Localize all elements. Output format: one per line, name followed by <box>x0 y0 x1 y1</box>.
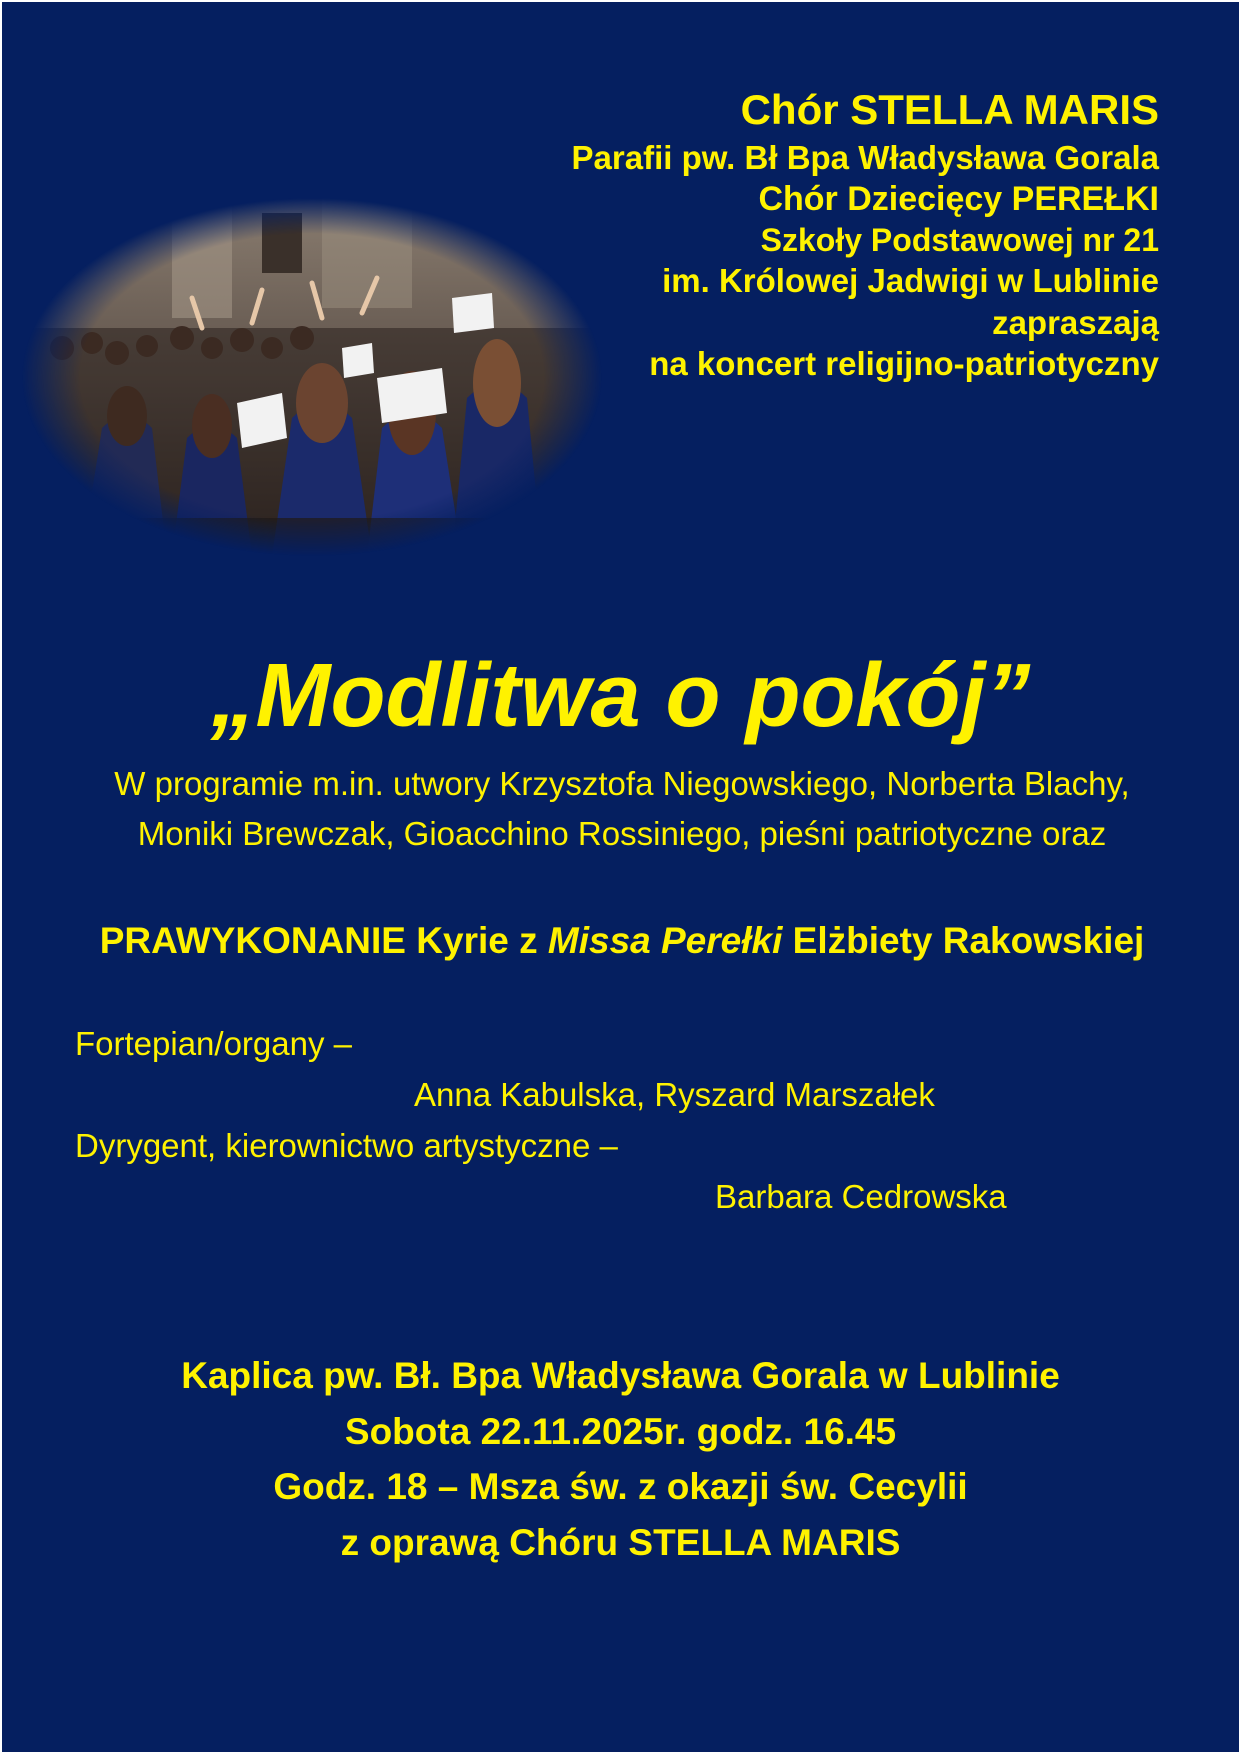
venue-place: Kaplica pw. Bł. Bpa Władysława Gorala w Lublinie <box>181 1355 1060 1396</box>
concert-type: na koncert religijno-patriotyczny <box>649 344 1159 382</box>
conductor-name: Barbara Cedrowska <box>715 1178 1007 1215</box>
school-patron: im. Królowej Jadwigi w Lublinie <box>662 262 1159 300</box>
choir-name: Chór STELLA MARIS <box>740 86 1159 133</box>
concert-title: „Modlitwa o pokój” <box>210 646 1031 746</box>
choir-photo <box>22 198 602 556</box>
parish-name: Parafii pw. Bł Bpa Władysława Gorala <box>571 138 1159 176</box>
header-block <box>572 84 1159 384</box>
poster <box>2 2 1239 1752</box>
children-choir-name: Chór Dziecięcy PEREŁKI <box>758 179 1159 218</box>
premiere-line <box>92 914 1152 968</box>
conductor-label: Dyrygent, kierownictwo artystyczne – <box>75 1127 618 1164</box>
piano-names: Anna Kabulska, Ryszard Marszałek <box>414 1076 935 1113</box>
event-date: Sobota 22.11.2025r. godz. 16.45 <box>344 1410 897 1452</box>
school-name: Szkoły Podstawowej nr 21 <box>760 222 1159 259</box>
mass-note: z oprawą Chóru STELLA MARIS <box>340 1521 901 1563</box>
invite-verb: zapraszają <box>992 303 1159 341</box>
premiere-work: Missa Perełki <box>547 920 783 961</box>
venue-block <box>2 1348 1239 1570</box>
premiere-tail: Elżbiety Rakowskiej <box>782 920 1145 961</box>
program-description: W programie m.in. utwory Krzysztofa Niegowskiego, Norberta Blachy, Moniki Brewczak, Gioacchino Rossiniego, pieśni patriotyczne oraz <box>114 765 1130 852</box>
mass-info: Godz. 18 – Msza św. z okazji św. Cecylii <box>273 1466 968 1507</box>
premiere-lead: PRAWYKONANIE Kyrie z <box>99 920 548 961</box>
piano-label: Fortepian/organy – <box>75 1025 353 1062</box>
